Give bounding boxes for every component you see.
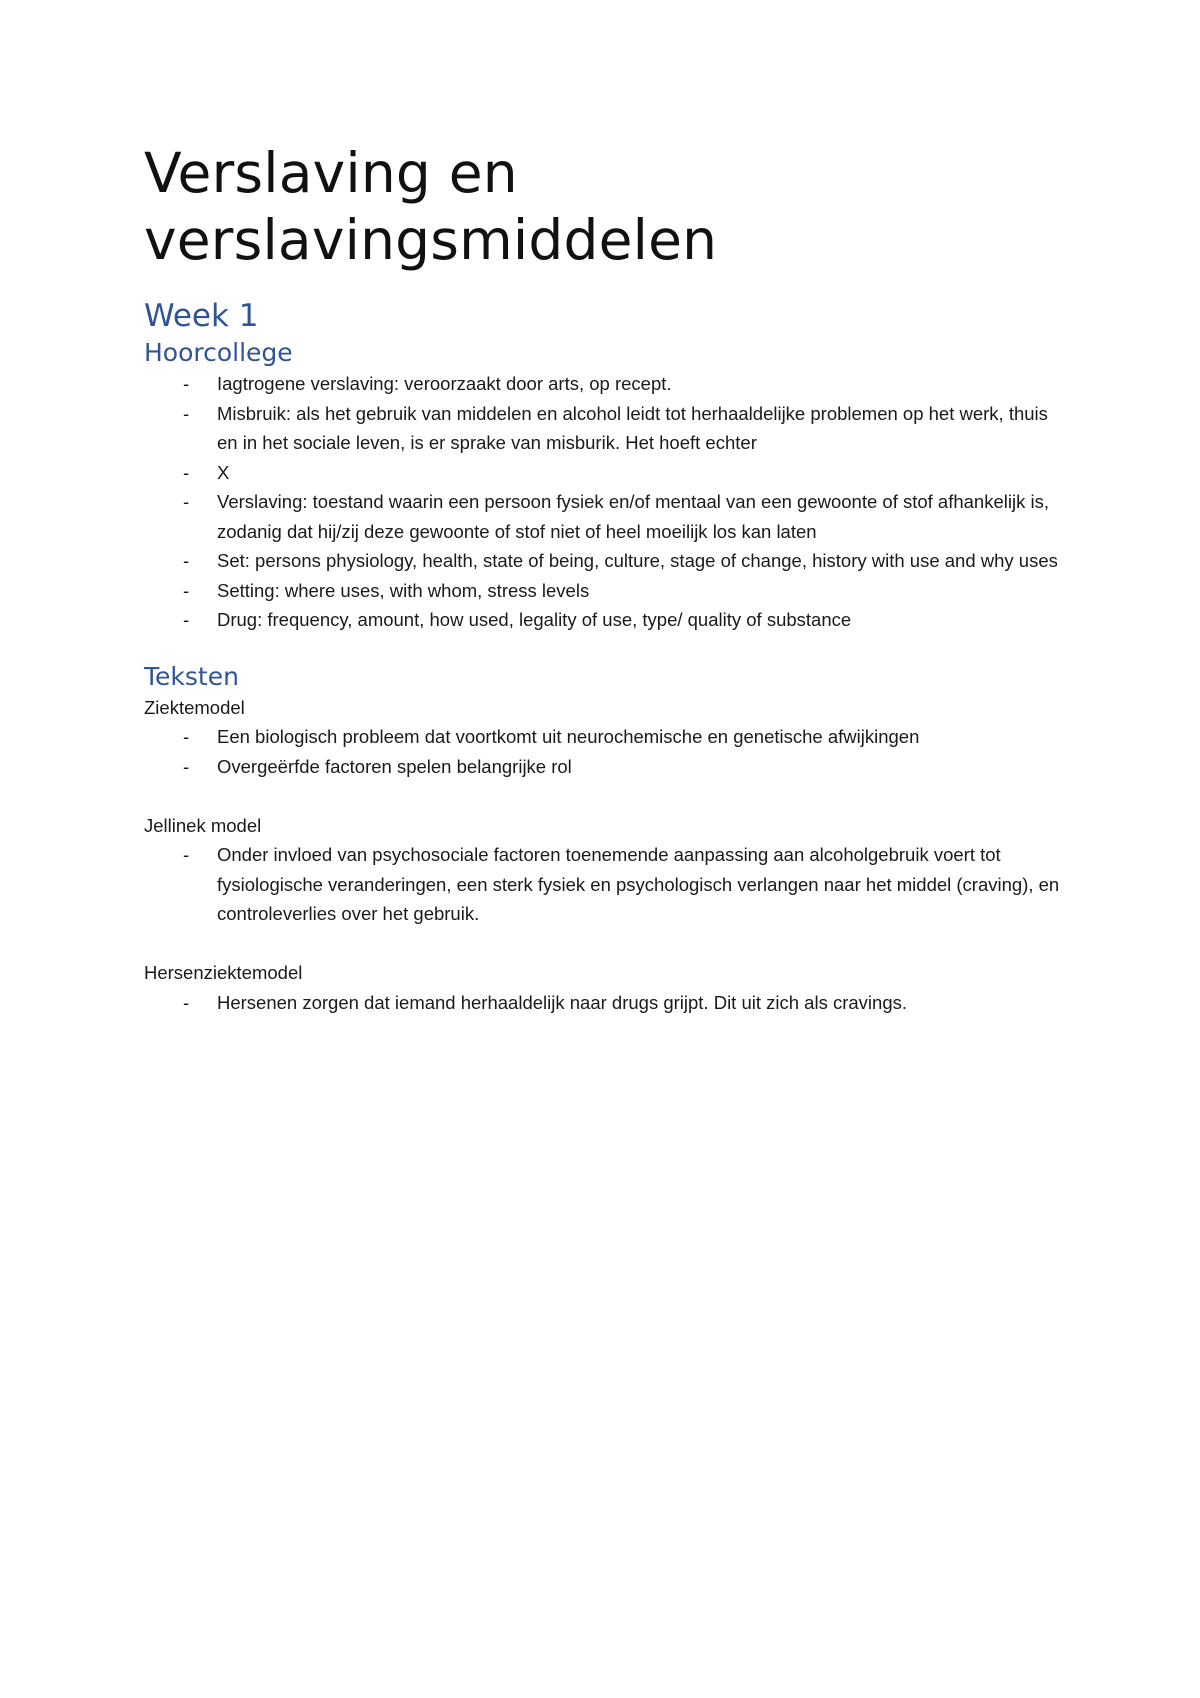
list-item [144, 722, 1064, 752]
list-item [144, 458, 1064, 488]
list-item [144, 546, 1064, 576]
dash-bullet: - [183, 844, 190, 865]
list-item-text: Hersenen zorgen dat iemand herhaaldelijk naar drugs grijpt. Dit uit zich als cravings. [217, 991, 907, 1013]
list-item [144, 576, 1064, 606]
week-heading: Week 1 [144, 298, 259, 334]
document-title: Verslaving en verslavingsmiddelen [144, 141, 718, 272]
lecture-list [144, 369, 1064, 635]
ziektemodel-list [144, 722, 1064, 781]
list-item [144, 605, 1064, 635]
list-item-text: X [217, 461, 230, 483]
list-item-text: Drug: frequency, amount, how used, legality of use, type/ quality of substance [217, 609, 852, 630]
jellinek-list [144, 840, 1064, 929]
dash-bullet: - [183, 609, 190, 630]
dash-bullet: - [183, 373, 190, 394]
list-item-text: Iagtrogene verslaving: veroorzaakt door arts, op recept. [217, 373, 672, 394]
list-item [144, 369, 1064, 399]
list-item-text: Onder invloed van psychosociale factoren toenemende aanpassing aan alcoholgebruik voert tot fysiologische veranderingen, een sterk fysiek en psychologisch verlangen naar het middel (craving), en controleverlies over het gebruik. [217, 844, 1060, 924]
dash-bullet: - [183, 491, 190, 512]
dash-bullet: - [183, 579, 190, 601]
list-item-text: Verslaving: toestand waarin een persoon fysiek en/of mentaal van een gewoonte of stof afhankelijk is, zodanig dat hij/zij deze gewoonte of stof niet of heel moeilijk los kan laten [217, 491, 1049, 542]
dash-bullet: - [183, 755, 190, 777]
list-item-text: Overgeërfde factoren spelen belangrijke rol [217, 755, 572, 777]
dash-bullet: - [183, 726, 190, 747]
texts-heading: Teksten [144, 661, 239, 691]
list-item-text: Setting: where uses, with whom, stress levels [217, 579, 590, 601]
list-item-text: Een biologisch probleem dat voortkomt uit neurochemische en genetische afwijkingen [217, 726, 920, 747]
section-title-ziektemodel: Ziektemodel [144, 696, 245, 718]
dash-bullet: - [183, 402, 190, 424]
dash-bullet: - [183, 991, 190, 1013]
hersenziektemodel-list [144, 988, 1064, 1018]
section-title-hersenziektemodel: Hersenziektemodel [144, 962, 303, 983]
list-item [144, 487, 1064, 546]
section-title-jellinek: Jellinek model [144, 814, 262, 836]
list-item-text: Misbruik: als het gebruik van middelen en alcohol leidt tot herhaaldelijke problemen op het werk, thuis en in het sociale leven, is er sprake van misburik. Het hoeft echter [217, 402, 1048, 453]
list-item [144, 752, 1064, 782]
list-item [144, 840, 1064, 929]
document-page [144, 140, 1064, 1017]
list-item [144, 399, 1064, 458]
dash-bullet: - [183, 461, 190, 483]
lecture-heading: Hoorcollege [144, 338, 293, 367]
dash-bullet: - [183, 550, 190, 571]
list-item [144, 988, 1064, 1018]
list-item-text: Set: persons physiology, health, state of being, culture, stage of change, history with use and why uses [217, 550, 1058, 571]
